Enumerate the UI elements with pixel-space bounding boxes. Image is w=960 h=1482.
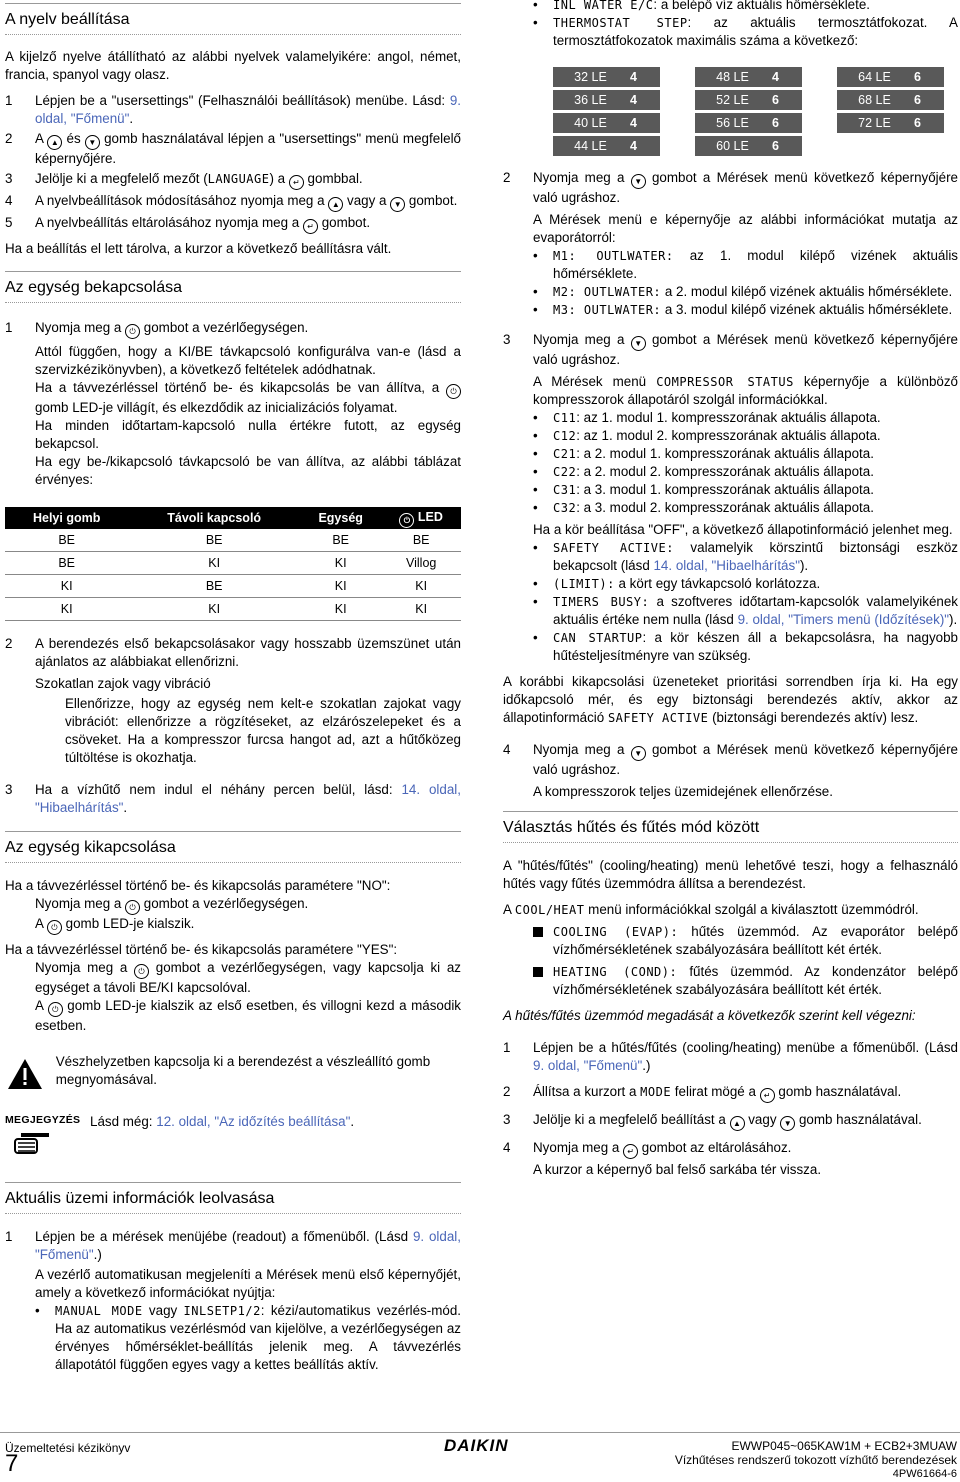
- link-main-menu[interactable]: 9. oldal, "Főmenü": [35, 1229, 461, 1262]
- cool-heat-menu-info: A COOL/HEAT menü információkkal szolgál a kiválasztott üzemmódról.: [503, 902, 919, 917]
- thermostat-steps-table: [553, 64, 944, 159]
- table-row: 36 LE 4 52 LE 6 68 LE 6: [553, 90, 944, 110]
- section-title-cool-heat: Választás hűtés és fűtés mód között: [503, 811, 958, 843]
- list-item: • SAFETY ACTIVE: valamelyik körszintű biztonsági eszköz bekapcsolt (lásd 14. oldal, "Hibaelhárítás").: [533, 539, 958, 575]
- enter-icon: ↵: [760, 1088, 775, 1103]
- page-footer: [0, 1432, 960, 1482]
- lang-step-3: 3 Jelölje ki a megfelelő mezőt (LANGUAGE) a ↵ gombbal.: [5, 170, 461, 190]
- read-step-4-text: A kompresszorok teljes üzemidejének ellenőrzése.: [533, 784, 833, 799]
- link-troubleshooting[interactable]: 14. oldal, "Hibaelhárítás": [653, 558, 800, 573]
- lang-step-5: 5 A nyelvbeállítás eltárolásához nyomja meg a ↵ gombot.: [5, 214, 461, 234]
- list-item: • M1: OUTLWATER: az 1. modul kilépő vizének aktuális hőmérséklete.: [533, 247, 958, 283]
- table-row: KI KI KI KI: [5, 598, 461, 621]
- page-number: 7: [5, 1450, 19, 1477]
- read-step-4: 4 Nyomja meg a ▼ gombot a Mérések menü következő képernyőjére való ugráshoz.: [503, 742, 958, 777]
- read-step-3: 3 Nyomja meg a ▼ gombot a Mérések menü következő képernyőjére való ugráshoz.: [503, 332, 958, 367]
- down-arrow-icon: ▼: [631, 336, 646, 351]
- warning-icon: [5, 1053, 56, 1093]
- document-number: 4PW61664-6: [892, 1468, 957, 1480]
- manual-title: Üzemeltetési kézikönyv: [5, 1441, 131, 1455]
- down-arrow-icon: ▼: [780, 1116, 795, 1131]
- on-step-3: 3 Ha a vízhűtő nem indul el néhány percen belül, lásd: 14. oldal, "Hibaelhárítás".: [5, 782, 461, 815]
- link-main-menu[interactable]: 9. oldal, "Főmenü": [35, 93, 461, 126]
- note-label: MEGJEGYZÉS: [5, 1114, 81, 1126]
- list-item: • C21: a 2. modul 1. kompresszorának aktuális állapota.: [533, 445, 958, 463]
- note-box: MEGJEGYZÉS Lásd még: 12. oldal, "Az időzítés beállítása".: [5, 1111, 461, 1164]
- list-item: COOLING (EVAP): hűtés üzemmód. Az evaporátor belépő vízhőmérsékletének szabályozására beállított két érték.: [533, 923, 958, 959]
- table-header: ⏻ LED: [381, 507, 461, 529]
- enter-icon: ↵: [623, 1144, 638, 1159]
- table-row: 44 LE 4 60 LE 6: [553, 136, 944, 156]
- table-row: BE BE BE BE: [5, 529, 461, 552]
- up-arrow-icon: ▲: [730, 1116, 745, 1131]
- lang-intro: A kijelző nyelve átállítható az alábbi nyelvek valamelyikére: angol, német, francia, spanyol vagy olasz.: [5, 49, 461, 82]
- list-item: • CAN STARTUP: a kör készen áll a bekapcsolásra, ha nagyobb hűtésteljesítményre van szükség.: [533, 629, 958, 665]
- off-status-intro: Ha a kör beállítása "OFF", a következő állapotinformáció jelenhet meg.: [533, 522, 953, 537]
- power-icon: ⏻: [134, 964, 149, 979]
- readout-list-continued: [503, 0, 958, 50]
- list-item: • THERMOSTAT STEP: az aktuális termosztátfokozat. A termosztátfokozatok maximális száma a következő:: [533, 14, 958, 50]
- read-step-2: 2 Nyomja meg a ▼ gombot a Mérések menü következő képernyőjére való ugráshoz.: [503, 170, 958, 205]
- product-description: Vízhűtéses rendszerű tokozott vízhűtő berendezések: [674, 1453, 957, 1467]
- list-item: • MANUAL MODE vagy INLSETP1/2: kézi/automatikus vezérlés-mód. Ha az automatikus vezérlésmód van kijelölve, a vezérlőegységen az érvényes hőmérséklet-beállítás jelenik meg. A távvezérlés állapotától függően egyes vagy a kettes beállítás aktív.: [35, 1302, 461, 1374]
- noise-text: Ellenőrizze, hogy az egység nem kelt-e szokatlan zajokat vagy vibrációt: ellenőrizze a rögzítéseket, az elzárószelepeket és a csöveket. Ha a kompresszor furcsa hangot ad, azt a hűtőközeg túltöltése is okozhatja.: [65, 696, 461, 765]
- cool-step-2: 2 Állítsa a kurzort a MODE felirat mögé a ↵ gomb használatával.: [503, 1083, 958, 1103]
- readout-list: [5, 1302, 461, 1374]
- off-condition-yes: Ha a távvezérléssel történő be- és kikapcsolás paramétere "YES":: [5, 942, 398, 957]
- power-icon: ⏻: [125, 324, 140, 339]
- power-icon: ⏻: [399, 513, 414, 528]
- pointing-hand-icon: [5, 1129, 55, 1159]
- list-item: • INL WATER E/C: a belépő víz aktuális hőmérséklete.: [533, 0, 958, 14]
- lang-step-2: 2 A ▲ és ▼ gomb használatával lépjen a "usersettings" menü megfelelő képernyőjére.: [5, 131, 461, 166]
- lang-step-1: 1 Lépjen be a "usersettings" (Felhasználói beállítások) menübe. Lásd: 9. oldal, "Főmenü".: [5, 93, 461, 126]
- list-item: HEATING (COND): fűtés üzemmód. Az kondenzátor belépő vízhőmérsékletének szabályozására beállított két érték.: [533, 963, 958, 999]
- right-column: [503, 0, 958, 1179]
- power-icon: ⏻: [446, 384, 461, 399]
- link-main-menu[interactable]: 9. oldal, "Főmenü": [533, 1058, 643, 1073]
- priority-text: A korábbi kikapcsolási üzeneteket prioritási sorrendben írja ki. Ha egy időkapcsoló mér, és egy biztonsági berendezés aktív, akkor az állapotinformáció SAFETY ACTIVE (biztonsági berendezés aktív) lesz.: [503, 674, 958, 725]
- on-step-1: 1 Nyomja meg a ⏻ gombot a vezérlőegységen.: [5, 319, 461, 339]
- section-title-power-on: Az egység bekapcsolása: [5, 271, 461, 303]
- link-timer-setting[interactable]: 12. oldal, "Az időzítés beállítása": [156, 1114, 351, 1129]
- on-condition-text: Attól függően, hogy a KI/BE távkapcsoló konfigurálva van-e (lásd a szervizkézikönyvben), a következő feltételek adódhatnak. Ha a távvezérléssel történő be- és kikapcsolás be van állítva, a ⏻ gomb LED-je villágít, és elkezdődik az inicializációs folyamat. Ha minden időtartam-kapcsoló nulla értékre futott, az egység bekapcsol. Ha egy be-/kikapcsoló távkapcsoló be van állítva, az alábbi táblázat érvényes:: [35, 344, 461, 487]
- cool-heat-italic: A hűtés/fűtés üzemmód megadását a következők szerint kell végezni:: [503, 1008, 916, 1023]
- brand-logo: DAIKIN: [444, 1436, 509, 1455]
- list-item: • C22: a 2. modul 2. kompresszorának aktuális állapota.: [533, 463, 958, 481]
- list-item: • C12: az 1. modul 2. kompresszorának aktuális állapota.: [533, 427, 958, 445]
- lang-step-4: 4 A nyelvbeállítások módosításához nyomja meg a ▲ vagy a ▼ gombot.: [5, 192, 461, 212]
- link-timers-menu[interactable]: 9. oldal, "Timers menü (Időzítések)": [737, 612, 950, 627]
- power-icon: ⏻: [125, 900, 140, 915]
- warning-text: Vészhelyzetben kapcsolja ki a berendezést a vészleállító gomb megnyomásával.: [55, 1054, 431, 1087]
- on-step-2: 2 A berendezés első bekapcsolásakor vagy hosszabb üzemszünet után ajánlatos az alábbiakat ellenőrizni.: [5, 636, 461, 669]
- down-arrow-icon: ▼: [85, 135, 100, 150]
- compressor-list: [503, 409, 958, 517]
- mode-list: [503, 923, 958, 999]
- cool-step-1: 1 Lépjen be a hűtés/fűtés (cooling/heating) menübe a főmenüből. (Lásd 9. oldal, "Főmenü".): [503, 1040, 958, 1073]
- table-header: Helyi gomb: [5, 507, 128, 529]
- warning-box: [5, 1053, 461, 1093]
- led-status-table: [5, 507, 461, 621]
- down-arrow-icon: ▼: [631, 746, 646, 761]
- power-icon: ⏻: [47, 920, 62, 935]
- read-step-1-text: A vezérlő automatikusan megjeleníti a Mérések menü első képernyőjét, amely a következő információkat nyújtja:: [35, 1267, 461, 1300]
- table-row: 40 LE 4 56 LE 6 72 LE 6: [553, 113, 944, 133]
- cool-step-3: 3 Jelölje ki a megfelelő beállítást a ▲ vagy ▼ gomb használatával.: [503, 1111, 958, 1131]
- left-column: [5, 0, 461, 1374]
- off-yes-text: Nyomja meg a ⏻ gombot a vezérlőegységen, vagy kapcsolja ki az egységet a távoli BE/KI kapcsolóval. A ⏻ gomb LED-je kialszik az első esetben, és villogni kezd a második esetben.: [35, 960, 462, 1033]
- down-arrow-icon: ▼: [631, 174, 646, 189]
- read-step-1: 1 Lépjen be a mérések menüjébe (readout) a főmenüből. (Lásd 9. oldal, "Főmenü".): [5, 1229, 461, 1262]
- table-row: 32 LE 4 48 LE 4 64 LE 6: [553, 67, 944, 87]
- off-no-text: Nyomja meg a ⏻ gombot a vezérlőegységen. A ⏻ gomb LED-je kialszik.: [5, 895, 461, 935]
- section-title-language: A nyelv beállítása: [5, 3, 461, 35]
- off-condition-no: Ha a távvezérléssel történő be- és kikapcsolás paramétere "NO":: [5, 878, 391, 893]
- up-arrow-icon: ▲: [328, 197, 343, 212]
- read-step-2-text: A Mérések menü e képernyője az alábbi információkat mutatja az evaporátorról:: [533, 212, 958, 245]
- model-number: EWWP045~065KAW1M + ECB2+3MUAW: [731, 1439, 957, 1453]
- table-header: Egység: [300, 507, 381, 529]
- cool-step-4-text: A kurzor a képernyő bal felső sarkába tér vissza.: [533, 1162, 822, 1177]
- list-item: • C11: az 1. modul 1. kompresszorának aktuális állapota.: [533, 409, 958, 427]
- list-item: • M3: OUTLWATER: a 3. modul kilépő vizének aktuális hőmérséklete.: [533, 301, 958, 319]
- down-arrow-icon: ▼: [390, 197, 405, 212]
- enter-icon: ↵: [303, 219, 318, 234]
- section-title-power-off: Az egység kikapcsolása: [5, 831, 461, 863]
- noise-subtitle: Szokatlan zajok vagy vibráció: [35, 676, 211, 691]
- footer-right: [675, 1439, 957, 1481]
- list-item: • C31: a 3. modul 1. kompresszorának aktuális állapota.: [533, 481, 958, 499]
- enter-icon: ↵: [289, 175, 304, 190]
- table-header: Távoli kapcsoló: [128, 507, 300, 529]
- lang-after: Ha a beállítás el lett tárolva, a kurzor a következő beállításra vált.: [5, 241, 392, 256]
- read-step-3-text: A Mérések menü COMPRESSOR STATUS képernyője a különböző kompresszorok állapotáról szolgál információkkal.: [533, 374, 958, 407]
- link-troubleshooting[interactable]: 14. oldal, "Hibaelhárítás": [35, 782, 461, 815]
- cool-step-4: 4 Nyomja meg a ↵ gombot az eltárolásához.: [503, 1139, 958, 1159]
- list-item: • (LIMIT): a kört egy távkapcsoló korlátozza.: [533, 575, 958, 593]
- section-title-readout: Aktuális üzemi információk leolvasása: [5, 1182, 461, 1214]
- list-item: • TIMERS BUSY: a szoftveres időtartam-kapcsolók valamelyikének aktuális értéke nem nulla (lásd 9. oldal, "Timers menü (Időzítések)").: [533, 593, 958, 629]
- table-row: BE KI KI Villog: [5, 552, 461, 575]
- evaporator-list: [503, 247, 958, 319]
- off-status-list: [503, 539, 958, 665]
- power-icon: ⏻: [48, 1002, 63, 1017]
- up-arrow-icon: ▲: [47, 135, 62, 150]
- cool-heat-intro: A "hűtés/fűtés" (cooling/heating) menü lehetővé teszi, hogy a felhasználó hűtés vagy fűtés üzemmódra állítsa a berendezést.: [503, 858, 958, 891]
- table-header-row: [5, 507, 461, 529]
- table-row: KI BE KI KI: [5, 575, 461, 598]
- list-item: • C32: a 3. modul 2. kompresszorának aktuális állapota.: [533, 499, 958, 517]
- list-item: • M2: OUTLWATER: a 2. modul kilépő vizének aktuális hőmérséklete.: [533, 283, 958, 301]
